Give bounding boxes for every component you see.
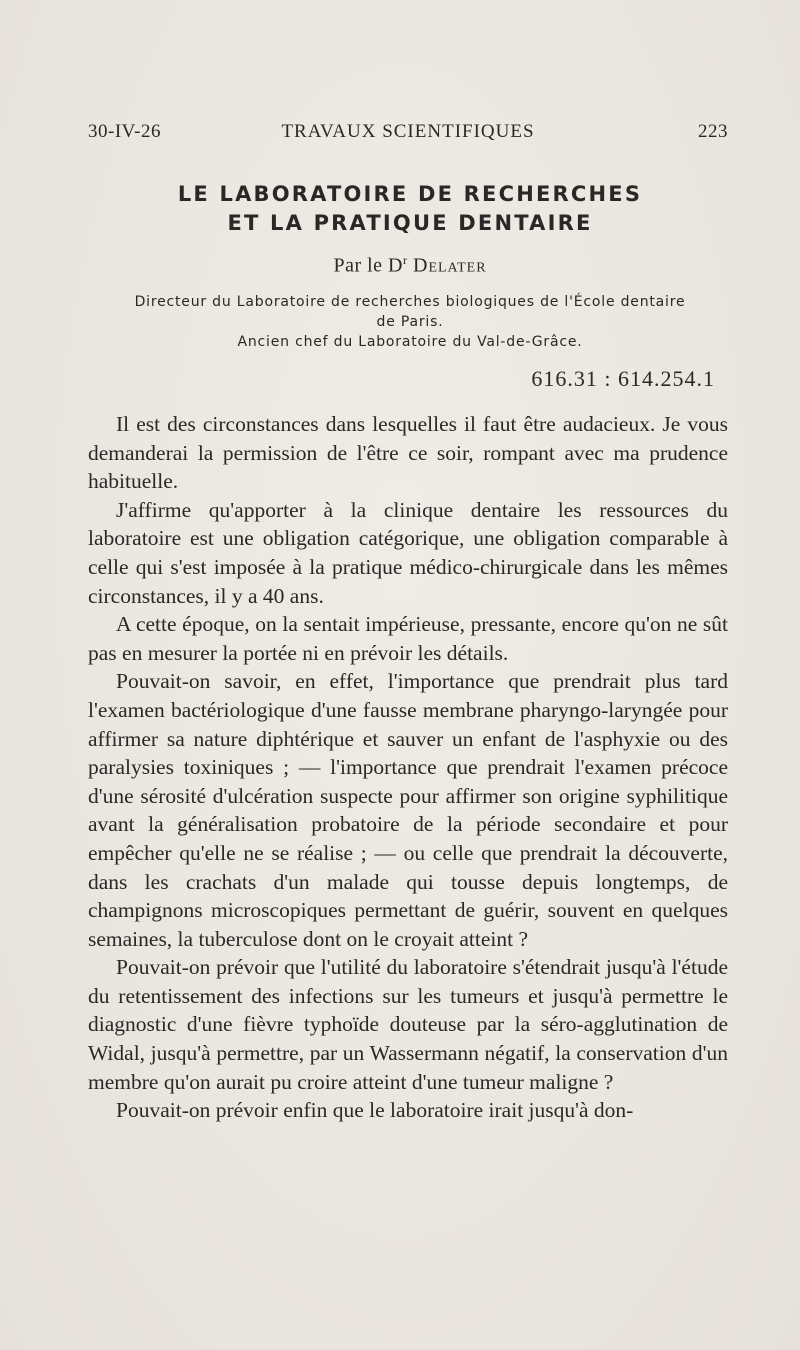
affiliation (90, 292, 730, 352)
issue-date: 30-IV-26 (88, 121, 161, 142)
affiliation-line-3: Ancien chef du Laboratoire du Val-de-Grâce. (237, 334, 583, 350)
author-title-sup: r (403, 253, 408, 267)
author-prefix: Par le D (333, 254, 403, 277)
paragraph-4: Pouvait-on savoir, en effet, l'importance que prendrait plus tard l'examen bactériologique d'une fausse membrane pharyngo-laryngée pour affirmer sa nature diphtérique et sauver un enfant de l'asphyxie ou des paralysies toxiniques ; — l'importance que prendrait l'examen précoce d'une sérosité d'ulcération suspecte pour affirmer son origine syphilitique avant la généralisation probatoire de la période secondaire et pour empêcher qu'elle ne se réalise ; — ou celle que prendrait la découverte, dans les crachats d'un malade qui tousse depuis longtemps, de champignons microscopiques permettant de guérir, souvent en quelques semaines, la tuberculose dont on le croyait atteint ? (88, 669, 728, 951)
classification-code: 616.31 : 614.254.1 (531, 366, 715, 391)
author-line (60, 253, 760, 278)
affiliation-line-2: de Paris. (376, 314, 444, 330)
title-line-1: LE LABORATOIRE DE RECHERCHES (177, 182, 643, 206)
paragraph-6: Pouvait-on prévoir enfin que le laboratoire irait jusqu'à don- (116, 1098, 634, 1123)
paragraph-1: Il est des circonstances dans lesquelles il faut être audacieux. Je vous demanderai la permission de l'être ce soir, rompant avec ma prudence habituelle. (88, 412, 728, 494)
paragraph-5: Pouvait-on prévoir que l'utilité du laboratoire s'étendrait jusqu'à l'étude du retentissement des infections sur les tumeurs et jusqu'à permettre le diagnostic d'une fièvre typhoïde douteuse par la séro-agglutination de Widal, jusqu'à permettre, par un Wassermann négatif, la conservation d'un membre qu'on aurait pu croire atteint d'une tumeur maligne ? (88, 955, 728, 1094)
article-title (60, 180, 760, 238)
paragraph-2: J'affirme qu'apporter à la clinique dentaire les ressources du laboratoire est une obligation catégorique, une obligation comparable à celle qui s'est imposée à la pratique médico-chirurgicale dans les mêmes circonstances, il y a 40 ans. (88, 497, 728, 608)
running-head (88, 121, 728, 147)
section-title: TRAVAUX SCIENTIFIQUES (281, 121, 535, 142)
title-line-2: ET LA PRATIQUE DENTAIRE (227, 211, 593, 235)
author-name: Delater (413, 254, 487, 277)
page-number: 223 (698, 121, 728, 142)
paragraph-3: A cette époque, on la sentait impérieuse, pressante, encore qu'on ne sût pas en mesurer la portée ni en prévoir les détails. (88, 612, 728, 665)
affiliation-line-1: Directeur du Laboratoire de recherches biologiques de l'École dentaire (134, 294, 686, 310)
article-body (88, 410, 728, 1125)
